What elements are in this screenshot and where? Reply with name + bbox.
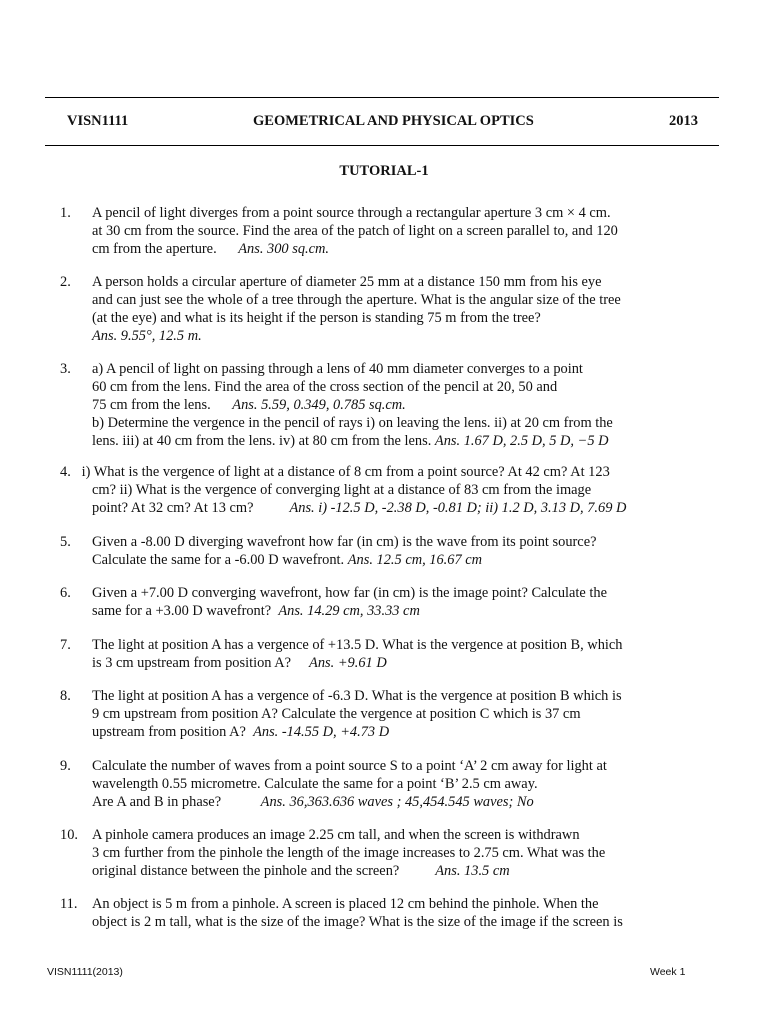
- question-line: b) Determine the vergence in the pencil of rays i) on leaving the lens. ii) at 20 cm from the: [92, 415, 613, 431]
- question-line: and can just see the whole of a tree through the aperture. What is the angular size of the tree: [92, 292, 621, 308]
- question-line: 9 cm upstream from position A? Calculate the vergence at position C which is 37 cm: [92, 706, 581, 722]
- course-title: GEOMETRICAL AND PHYSICAL OPTICS: [253, 113, 534, 129]
- answer: Ans. 5.59, 0.349, 0.785 sq.cm.: [232, 397, 406, 413]
- footer-right: Week 1: [650, 966, 686, 978]
- question-line: Calculate the number of waves from a point source S to a point ‘A’ 2 cm away for light at: [92, 758, 607, 774]
- question-line: A pencil of light diverges from a point source through a rectangular aperture 3 cm × 4 cm.: [92, 205, 611, 221]
- question-8: [60, 687, 710, 741]
- question-5: [60, 533, 710, 569]
- question-2: [60, 273, 710, 345]
- course-code: VISN1111: [67, 113, 129, 129]
- question-6: [60, 584, 710, 620]
- answer: Ans. 36,363.636 waves ; 45,454.545 waves; No: [260, 794, 534, 810]
- question-line: (at the eye) and what is its height if the person is standing 75 m from the tree?: [92, 310, 541, 326]
- header-bottom-rule: [45, 145, 719, 146]
- answer: Ans. 300 sq.cm.: [238, 241, 329, 257]
- question-line: same for a +3.00 D wavefront?: [92, 603, 279, 619]
- tutorial-title: TUTORIAL-1: [339, 163, 429, 179]
- answer: Ans. +9.61 D: [309, 655, 387, 671]
- question-line: is 3 cm upstream from position A?: [92, 655, 310, 671]
- question-line: object is 2 m tall, what is the size of the image? What is the size of the image if the screen is: [92, 914, 623, 930]
- answer: Ans. 14.29 cm, 33.33 cm: [278, 603, 420, 619]
- question-number: 5.: [60, 534, 71, 550]
- answer: Ans. 12.5 cm, 16.67 cm: [347, 552, 483, 568]
- footer-left: VISN1111(2013): [47, 966, 123, 978]
- question-line: point? At 32 cm? At 13 cm?: [92, 500, 290, 516]
- answer: Ans. 9.55°, 12.5 m.: [92, 328, 202, 344]
- question-number: 3.: [60, 361, 71, 377]
- question-number: 8.: [60, 688, 71, 704]
- question-3: [60, 360, 710, 450]
- question-line: Given a +7.00 D converging wavefront, how far (in cm) is the image point? Calculate the: [92, 585, 607, 601]
- question-number: 11.: [60, 896, 78, 912]
- question-line: a) A pencil of light on passing through a lens of 40 mm diameter converges to a point: [92, 361, 583, 377]
- question-line: wavelength 0.55 micrometre. Calculate the same for a point ‘B’ 2.5 cm away.: [92, 776, 538, 792]
- question-11: [60, 895, 710, 931]
- question-number: 10.: [60, 827, 78, 843]
- question-line: Calculate the same for a -6.00 D wavefront.: [92, 552, 348, 568]
- question-number: 2.: [60, 274, 71, 290]
- question-line: An object is 5 m from a pinhole. A screen is placed 12 cm behind the pinhole. When the: [92, 896, 599, 912]
- question-number: 7.: [60, 637, 71, 653]
- answer: Ans. i) -12.5 D, -2.38 D, -0.81 D; ii) 1.2 D, 3.13 D, 7.69 D: [289, 500, 627, 516]
- question-line: The light at position A has a vergence of +13.5 D. What is the vergence at position B, which: [92, 637, 623, 653]
- question-number: 9.: [60, 758, 71, 774]
- question-9: [60, 757, 710, 811]
- question-number: 1.: [60, 205, 71, 221]
- question-line: cm? ii) What is the vergence of converging light at a distance of 83 cm from the image: [92, 482, 592, 498]
- question-line: original distance between the pinhole and the screen?: [92, 863, 436, 879]
- question-line: 3 cm further from the pinhole the length of the image increases to 2.75 cm. What was the: [92, 845, 606, 861]
- question-10: [60, 826, 710, 880]
- question-line: A pinhole camera produces an image 2.25 cm tall, and when the screen is withdrawn: [92, 827, 580, 843]
- question-line: Are A and B in phase?: [92, 794, 261, 810]
- answer: Ans. 1.67 D, 2.5 D, 5 D, −5 D: [434, 433, 609, 449]
- year: 2013: [669, 113, 698, 129]
- question-line: A person holds a circular aperture of diameter 25 mm at a distance 150 mm from his eye: [92, 274, 602, 290]
- question-line: i) What is the vergence of light at a distance of 8 cm from a point source? At 42 cm? At 123: [81, 464, 610, 480]
- question-line: 60 cm from the lens. Find the area of the cross section of the pencil at 20, 50 and: [92, 379, 558, 395]
- question-4: [60, 463, 710, 517]
- question-number: 6.: [60, 585, 71, 601]
- question-line: upstream from position A?: [92, 724, 254, 740]
- question-1: [60, 204, 710, 258]
- question-line: The light at position A has a vergence of -6.3 D. What is the vergence at position B which is: [92, 688, 622, 704]
- question-7: [60, 636, 710, 672]
- header-top-rule: [45, 97, 719, 98]
- question-line: Given a -8.00 D diverging wavefront how far (in cm) is the wave from its point source?: [92, 534, 597, 550]
- question-line: 75 cm from the lens.: [92, 397, 233, 413]
- question-line: cm from the aperture.: [92, 241, 239, 257]
- question-line: lens. iii) at 40 cm from the lens. iv) at 80 cm from the lens.: [92, 433, 435, 449]
- answer: Ans. 13.5 cm: [435, 863, 510, 879]
- question-line: at 30 cm from the source. Find the area of the patch of light on a screen parallel to, and 120: [92, 223, 618, 239]
- answer: Ans. -14.55 D, +4.73 D: [253, 724, 390, 740]
- question-number: 4.: [60, 464, 71, 480]
